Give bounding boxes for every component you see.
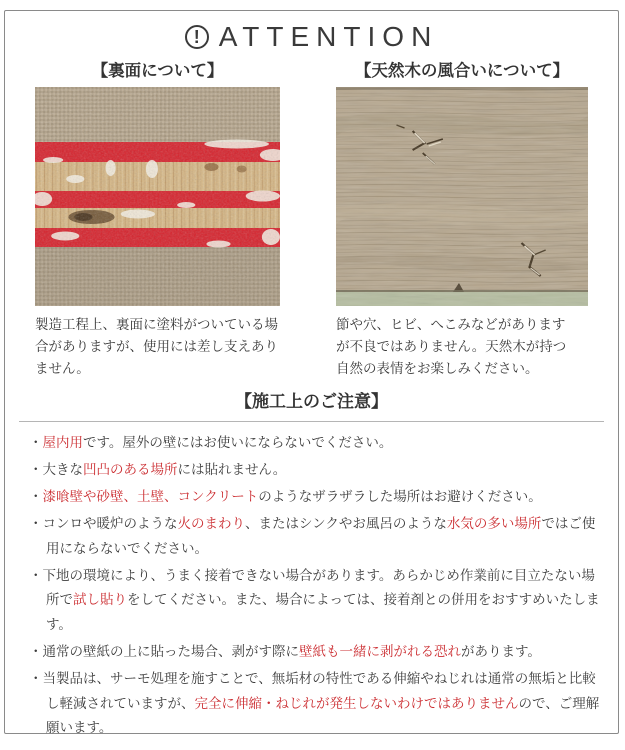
note-emphasis: 壁紙も一緒に剥がれる恐れ bbox=[299, 643, 461, 659]
note-text: 当製品は、サーモ処理を施すことで、無垢材の特性である伸縮やねじれは通常の無垢と比較し軽減されていますが、 bbox=[42, 671, 596, 711]
note-text: をしてください。また、場合によっては、接着剤との併用をおすすめいたします。 bbox=[46, 592, 600, 632]
note-emphasis: 漆喰壁や砂壁、土壁、コンクリート bbox=[42, 489, 259, 505]
attention-panel bbox=[4, 10, 619, 734]
bullet: ・ bbox=[29, 671, 43, 687]
note-text: には貼れません。 bbox=[177, 461, 287, 477]
wood-texture-caption: 節や穴、ヒビ、へこみなどがありますが不良ではありません。天然木が持つ自然の表情をお楽しみください。 bbox=[336, 317, 567, 376]
exclamation-circle-icon: ! bbox=[185, 25, 209, 49]
note-text: ではご使用にならないでください。 bbox=[46, 516, 596, 556]
note-emphasis: 屋内用 bbox=[42, 434, 83, 450]
note-text: コンロや暖炉のような bbox=[42, 516, 178, 532]
note-text: です。屋外の壁にはお使いにならないでください。 bbox=[83, 434, 393, 450]
bullet: ・ bbox=[29, 643, 43, 659]
back-side-caption: 製造工程上、裏面に塗料がついている場合がありますが、使用には差し支えありません。 bbox=[35, 317, 278, 376]
note-text: があります。 bbox=[461, 643, 541, 659]
note-item bbox=[29, 564, 600, 637]
installation-notes-title: 【施工上のご注意】 bbox=[235, 391, 388, 411]
note-emphasis: 水気の多い場所 bbox=[446, 516, 542, 532]
wood-texture-section bbox=[336, 59, 588, 380]
bullet: ・ bbox=[29, 461, 43, 477]
note-item bbox=[29, 640, 600, 664]
notes-divider bbox=[19, 421, 604, 422]
back-side-photo bbox=[35, 87, 280, 306]
bullet: ・ bbox=[29, 434, 43, 450]
note-text: 下地の環境により、うまく接着できない場合があります。あらかじめ作業前に目立たない場所で bbox=[42, 568, 595, 608]
bullet: ・ bbox=[29, 489, 43, 505]
note-item bbox=[29, 431, 600, 455]
notes-list bbox=[5, 431, 618, 741]
note-text: のようなザラザラした場所はお避けください。 bbox=[258, 489, 542, 505]
note-emphasis: 火のまわり bbox=[177, 516, 245, 532]
note-item bbox=[29, 512, 600, 561]
back-side-section bbox=[35, 59, 280, 380]
note-text: ので、ご理解願います。 bbox=[46, 695, 600, 735]
note-text: 通常の壁紙の上に貼った場合、剥がす際に bbox=[42, 643, 299, 659]
wood-texture-photo bbox=[336, 87, 588, 306]
attention-header bbox=[5, 20, 618, 54]
note-text: 大きな bbox=[42, 461, 83, 477]
note-item bbox=[29, 667, 600, 740]
note-item bbox=[29, 485, 600, 509]
note-emphasis: 凹凸のある場所 bbox=[83, 461, 178, 477]
attention-title: ATTENTION bbox=[218, 21, 439, 52]
bullet: ・ bbox=[29, 568, 43, 584]
note-emphasis: 試し貼り bbox=[73, 592, 127, 608]
photo-columns bbox=[5, 59, 618, 380]
bullet: ・ bbox=[29, 516, 43, 532]
note-item bbox=[29, 458, 600, 482]
note-emphasis: 完全に伸縮・ねじれが発生しないわけではありません bbox=[194, 695, 519, 711]
wood-texture-title: 【天然木の風合いについて】 bbox=[354, 62, 570, 80]
note-text: 、またはシンクやお風呂のような bbox=[245, 516, 447, 532]
back-side-title: 【裏面について】 bbox=[91, 62, 224, 80]
